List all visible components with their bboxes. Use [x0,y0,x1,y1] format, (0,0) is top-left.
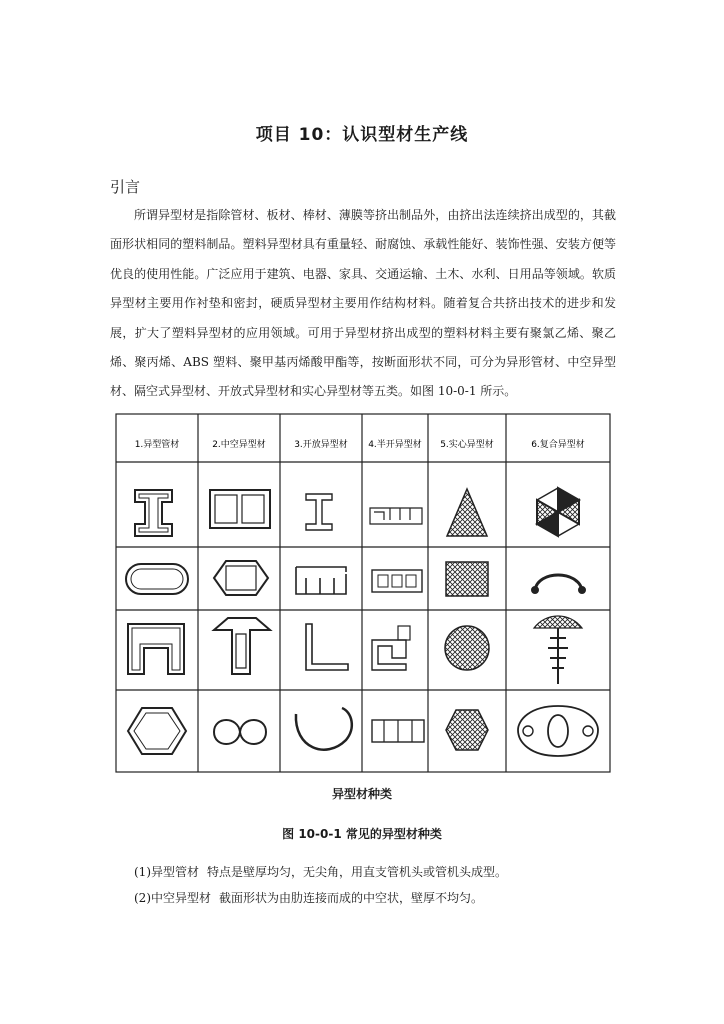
multi-cell-half-open-icon [372,720,424,742]
ring-composite-icon [518,706,598,756]
section-heading: 引言 [110,178,141,196]
solid-rectangle-icon [446,562,488,596]
col-header-4: 4.半开异型材 [368,440,422,450]
solid-triangle-icon [447,489,487,536]
col-header-3: 3.开放异型材 [294,440,348,450]
channel-half-open-icon [370,508,422,524]
intro-paragraph: 所谓异型材是指除管材、板材、棒材、薄膜等挤出制品外，由挤出法连续挤出成型的，其截面形状相同的塑料制品。塑料异型材具有重量轻、耐腐蚀、承载性能好、装饰性强、安装方便等优良的使用性能。广泛应用于建筑、电器、家具、交通运输、土木、水利、日用品等领域。软质异型材主要用作衬垫和密封，硬质异型材主要用作结构材料。随着复合共挤出技术的进步和发展，扩大了塑料异型材的应用领域。可用于异型材挤出成型的塑料材料主要有聚氯乙烯、聚乙烯、聚丙烯、ABS 塑料、聚甲基丙烯酸甲酯等，按断面形状不同，可分为异形管材、中空异型材、隔空式异型材、开放式异型材和实心异型材等五类。如图 10-0-1 所示。 [110,208,616,399]
list-item [134,863,507,880]
list-item-label: (1)异型管材 [134,865,199,879]
double-hollow-icon [210,490,270,528]
step-half-open-icon [372,626,410,670]
profile-types-figure [110,412,616,776]
rounded-c-tube-icon [128,624,184,674]
t-hollow-icon [214,618,270,674]
i-open-icon [306,494,332,530]
list-item-text: 特点是壁厚均匀，无尖角，用直支管机头或管机头成型。 [207,865,508,879]
figure-inner-caption: 异型材种类 [331,787,392,801]
col-header-6: 6.复合异型材 [531,440,585,450]
figure-caption: 图 10-0-1 常见的异型材种类 [282,827,442,841]
col-header-5: 5.实心异型材 [440,440,494,450]
list-item-label: (2)中空异型材 [134,891,211,905]
i-beam-tube-icon [135,490,172,536]
clip-composite-icon [532,575,585,594]
hex-composite-icon [537,488,579,536]
list-item-text: 截面形状为由肋连接而成的中空状，壁厚不均匀。 [219,891,484,905]
hexagon-tube-icon [128,708,186,754]
col-header-1: 1.异型管材 [134,440,180,450]
solid-hexagon-icon [446,710,488,750]
solid-circle-icon [445,626,489,670]
hook-open-icon [296,708,352,750]
fir-tree-composite-icon [534,616,582,684]
col-header-2: 2.中空异型材 [212,440,266,450]
oval-tube-icon [126,564,188,594]
list-item [134,889,483,906]
slot-half-open-icon [372,570,422,592]
figure-eight-hollow-icon [214,720,266,744]
page-title: 项目 10：认识型材生产线 [255,125,469,145]
l-open-icon [306,624,348,670]
e-open-icon [296,567,346,594]
hex-hollow-icon [214,561,268,595]
